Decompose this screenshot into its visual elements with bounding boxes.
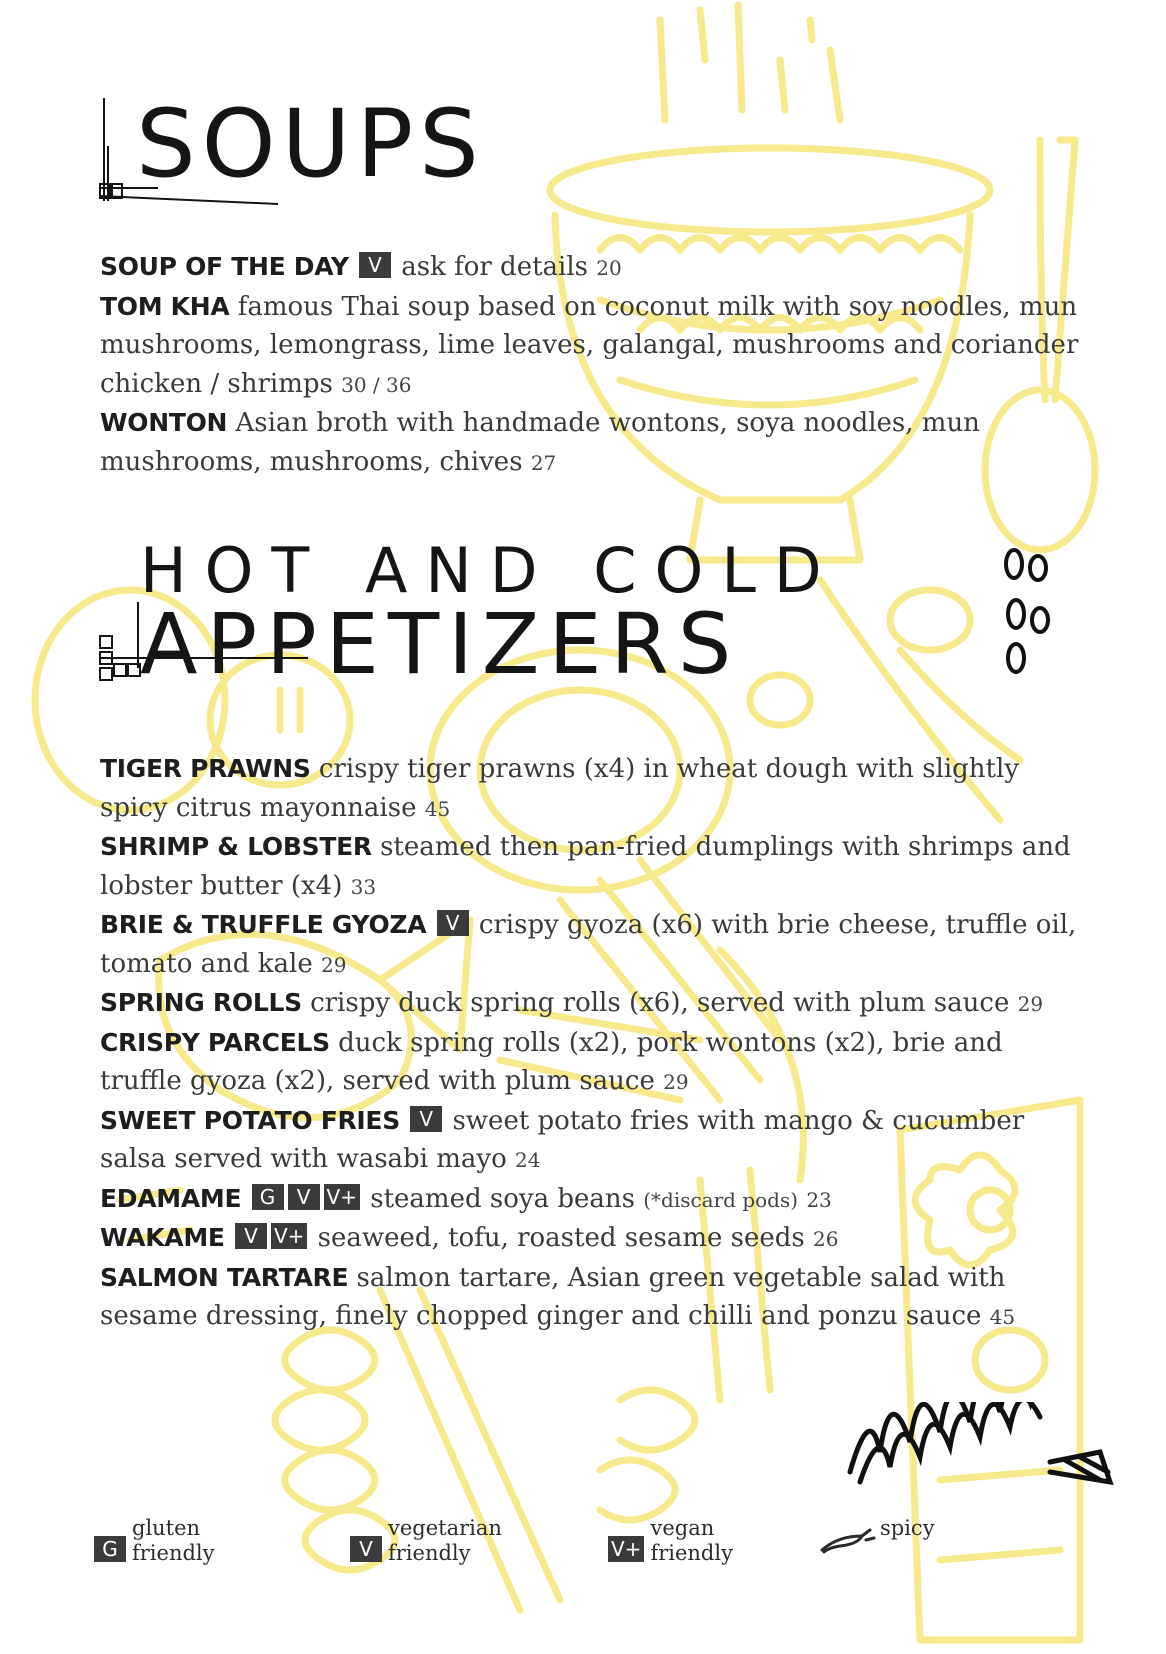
menu-item: [100, 1024, 1080, 1102]
diet-badge-icon: V: [437, 910, 469, 936]
item-price: 24: [515, 1148, 541, 1172]
item-price: 45: [424, 796, 451, 821]
item-name: EDAMAME: [100, 1183, 242, 1213]
item-price: 26: [813, 1227, 839, 1251]
item-price: 20: [596, 256, 622, 280]
item-description: duck spring rolls (x2), pork wontons (x2), brie and truffle gyoza (x2), served with plum sauce: [100, 1027, 1003, 1096]
diet-badge-icon: V: [359, 252, 391, 278]
legend-vegan: [606, 1516, 760, 1566]
legend-label: vegan friendly: [650, 1516, 733, 1565]
soups-heading: SOUPS: [136, 90, 485, 199]
menu-item: [100, 1219, 1080, 1259]
item-name: SALMON TARTARE: [100, 1262, 349, 1292]
item-name: TOM KHA: [100, 291, 230, 321]
menu-item: [100, 1102, 1080, 1180]
legend-label: vegetarian friendly: [388, 1516, 502, 1565]
item-description: famous Thai soup based on coconut milk with soy noodles, mun mushrooms, lemongrass, lime leaves, galangal, mushrooms and coriander chicken / shrimps: [100, 291, 1079, 399]
diet-badge-icon: V: [410, 1106, 442, 1132]
item-price: 29: [321, 952, 347, 977]
item-price: 33: [350, 874, 377, 899]
soups-list: [100, 248, 1080, 482]
legend-gluten: [92, 1516, 282, 1566]
item-name: BRIE & TRUFFLE GYOZA: [100, 910, 427, 939]
item-price: 45: [989, 1305, 1016, 1329]
item-description: steamed then pan-fried dumplings with shrimps and lobster butter (x4): [100, 832, 1071, 901]
legend-vegetarian: [348, 1516, 518, 1566]
chili-icon: [818, 1526, 876, 1554]
item-price: 23: [806, 1187, 832, 1212]
item-price: 29: [663, 1070, 689, 1094]
item-price: 27: [530, 450, 557, 475]
diet-badge-icon: V: [235, 1223, 267, 1249]
item-description: seaweed, tofu, roasted sesame seeds: [317, 1223, 805, 1253]
menu-item: [100, 984, 1080, 1024]
item-name: SOUP OF THE DAY: [100, 252, 349, 281]
item-description: steamed soya beans: [370, 1183, 635, 1214]
item-name: WAKAME: [100, 1223, 225, 1252]
item-name: SPRING ROLLS: [100, 988, 302, 1017]
menu-item: [100, 288, 1080, 405]
diet-badge-icon: V+: [271, 1223, 307, 1249]
item-name: SHRIMP & LOBSTER: [100, 832, 372, 861]
item-name: WONTON: [100, 408, 228, 437]
pepper-dots-icon: [1002, 544, 1072, 674]
whisk-icon: [840, 1402, 1120, 1512]
legend-spicy: [818, 1516, 960, 1554]
legend: [0, 1516, 1166, 1576]
item-description: crispy tiger prawns (x4) in wheat dough with slightly spicy citrus mayonnaise: [100, 754, 1020, 823]
diet-badge-icon: V: [288, 1184, 320, 1210]
item-description: salmon tartare, Asian green vegetable salad with sesame dressing, finely chopped ginger and chilli and ponzu sauce: [100, 1262, 1006, 1331]
item-description: sweet potato fries with mango & cucumber salsa served with wasabi mayo: [100, 1105, 1025, 1174]
item-name: SWEET POTATO FRIES: [100, 1105, 400, 1135]
item-description: Asian broth with handmade wontons, soya noodles, mun mushrooms, mushrooms, chives: [100, 408, 980, 477]
item-description: crispy gyoza (x6) with brie cheese, truffle oil, tomato and kale: [100, 910, 1077, 979]
item-name: TIGER PRAWNS: [100, 754, 311, 783]
menu-item: [100, 828, 1080, 906]
menu-item: [100, 750, 1080, 828]
diet-badge-icon: G: [252, 1184, 284, 1210]
menu-item: [100, 1180, 1080, 1220]
menu-item: [100, 906, 1080, 984]
menu-item: [100, 248, 1080, 288]
menu-item: [100, 1259, 1080, 1337]
item-note: (*discard pods): [643, 1187, 799, 1212]
appetizers-heading-line2: APPETIZERS: [140, 595, 741, 693]
item-name: CRISPY PARCELS: [100, 1027, 330, 1057]
vegan-badge-icon: V+: [608, 1536, 644, 1562]
menu-item: [100, 404, 1080, 482]
legend-label: spicy: [880, 1516, 935, 1540]
appetizers-heading-line1: HOT AND COLD: [140, 534, 840, 607]
diet-badge-icon: V+: [324, 1184, 360, 1210]
item-description: ask for details: [401, 252, 589, 282]
appetizers-list: [100, 750, 1080, 1337]
vegetarian-badge-icon: V: [350, 1536, 382, 1562]
gluten-badge-icon: G: [94, 1536, 126, 1562]
item-description: crispy duck spring rolls (x6), served with plum sauce: [310, 988, 1010, 1018]
item-price: 30 / 36: [341, 372, 412, 397]
legend-label: gluten friendly: [132, 1516, 215, 1565]
item-price: 29: [1017, 992, 1044, 1016]
